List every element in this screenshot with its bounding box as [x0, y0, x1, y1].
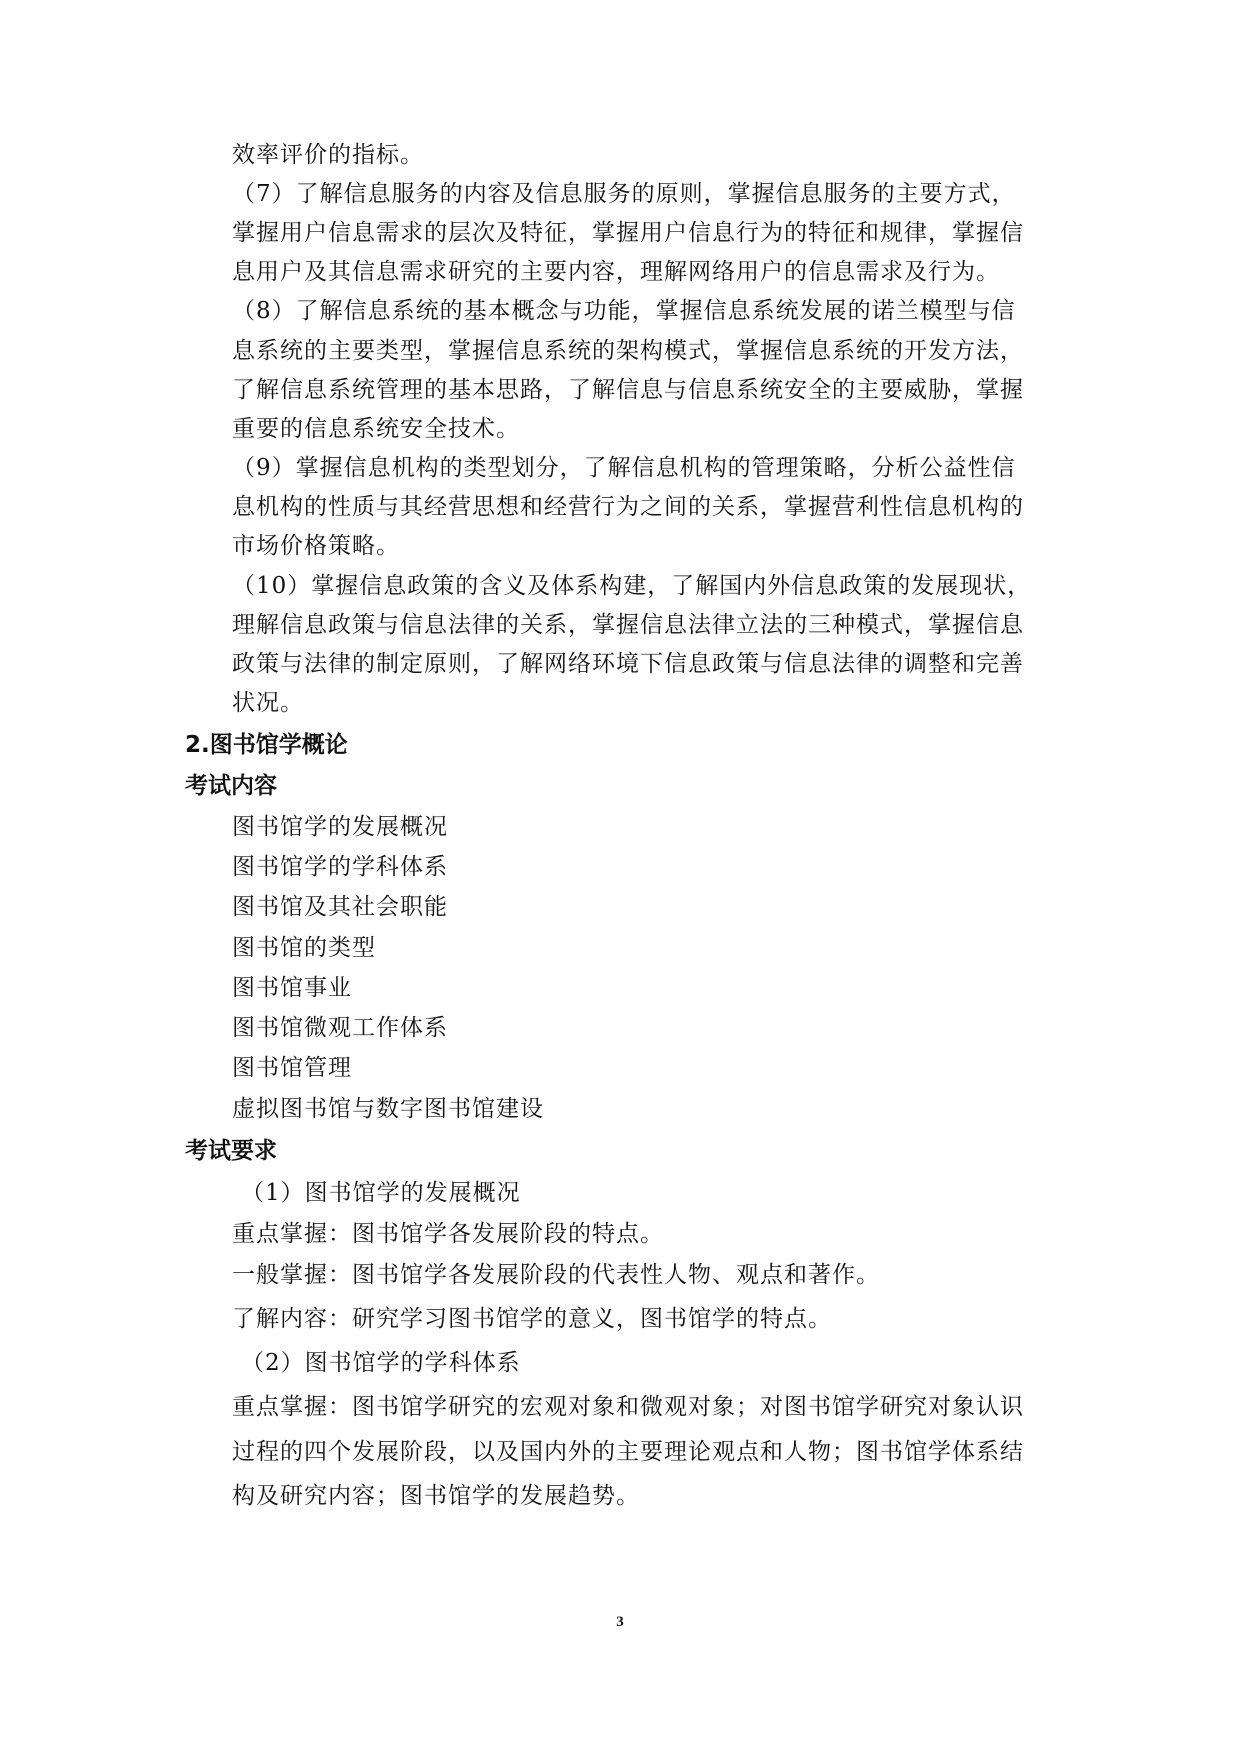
- paragraph-line: 重要的信息系统安全技术。: [232, 416, 520, 442]
- paragraph-line: 息系统的主要类型，掌握信息系统的架构模式，掌握信息系统的开发方法，: [232, 338, 1024, 364]
- paragraph-line: 了解信息系统管理的基本思路，了解信息与信息系统安全的主要威胁，掌握: [232, 377, 1024, 403]
- paragraph-line: （8）了解信息系统的基本概念与功能，掌握信息系统发展的诺兰模型与信: [232, 298, 1016, 324]
- content-list-item: 图书馆微观工作体系: [232, 1015, 448, 1041]
- paragraph-line: 政策与法律的制定原则，了解网络环境下信息政策与信息法律的调整和完善: [232, 651, 1024, 677]
- content-list-item: 图书馆管理: [232, 1055, 352, 1081]
- paragraph-line: 效率评价的指标。: [232, 142, 424, 168]
- content-list-item: 图书馆的类型: [232, 935, 376, 961]
- requirement-line: 一般掌握：图书馆学各发展阶段的代表性人物、观点和著作。: [232, 1262, 880, 1288]
- paragraph-line: 息机构的性质与其经营思想和经营行为之间的关系，掌握营利性信息机构的: [232, 494, 1024, 520]
- paragraph-line: （7）了解信息服务的内容及信息服务的原则，掌握信息服务的主要方式，: [232, 181, 1016, 207]
- content-list-item: 图书馆事业: [232, 975, 352, 1001]
- requirements-heading: 考试要求: [185, 1138, 277, 1164]
- page-number: 3: [616, 1614, 624, 1630]
- content-list-item: 图书馆及其社会职能: [232, 894, 448, 920]
- content-list-item: 图书馆学的学科体系: [232, 854, 448, 880]
- paragraph-line: 市场价格策略。: [232, 533, 400, 559]
- requirement-line: 重点掌握：图书馆学研究的宏观对象和微观对象；对图书馆学研究对象认识: [232, 1394, 1024, 1420]
- requirement-line: 过程的四个发展阶段，以及国内外的主要理论观点和人物；图书馆学体系结: [232, 1439, 1024, 1465]
- requirement-subheading: （2）图书馆学的学科体系: [241, 1350, 521, 1376]
- content-list-item: 图书馆学的发展概况: [232, 814, 448, 840]
- requirement-line: 了解内容：研究学习图书馆学的意义，图书馆学的特点。: [232, 1306, 832, 1332]
- paragraph-line: 掌握用户信息需求的层次及特征，掌握用户信息行为的特征和规律，掌握信: [232, 220, 1024, 246]
- content-list-item: 虚拟图书馆与数字图书馆建设: [232, 1096, 544, 1122]
- requirement-line: 构及研究内容；图书馆学的发展趋势。: [232, 1483, 640, 1509]
- requirement-line: 重点掌握：图书馆学各发展阶段的特点。: [232, 1221, 664, 1247]
- paragraph-line: 息用户及其信息需求研究的主要内容，理解网络用户的信息需求及行为。: [232, 259, 1000, 285]
- section-title: 2.图书馆学概论: [185, 732, 348, 758]
- content-heading: 考试内容: [185, 773, 277, 799]
- paragraph-line: 理解信息政策与信息法律的关系，掌握信息法律立法的三种模式，掌握信息: [232, 612, 1024, 638]
- paragraph-line: （10）掌握信息政策的含义及体系构建，了解国内外信息政策的发展现状，: [232, 573, 1032, 599]
- requirement-subheading: （1）图书馆学的发展概况: [241, 1180, 521, 1206]
- paragraph-line: （9）掌握信息机构的类型划分，了解信息机构的管理策略，分析公益性信: [232, 455, 1016, 481]
- paragraph-line: 状况。: [232, 690, 304, 716]
